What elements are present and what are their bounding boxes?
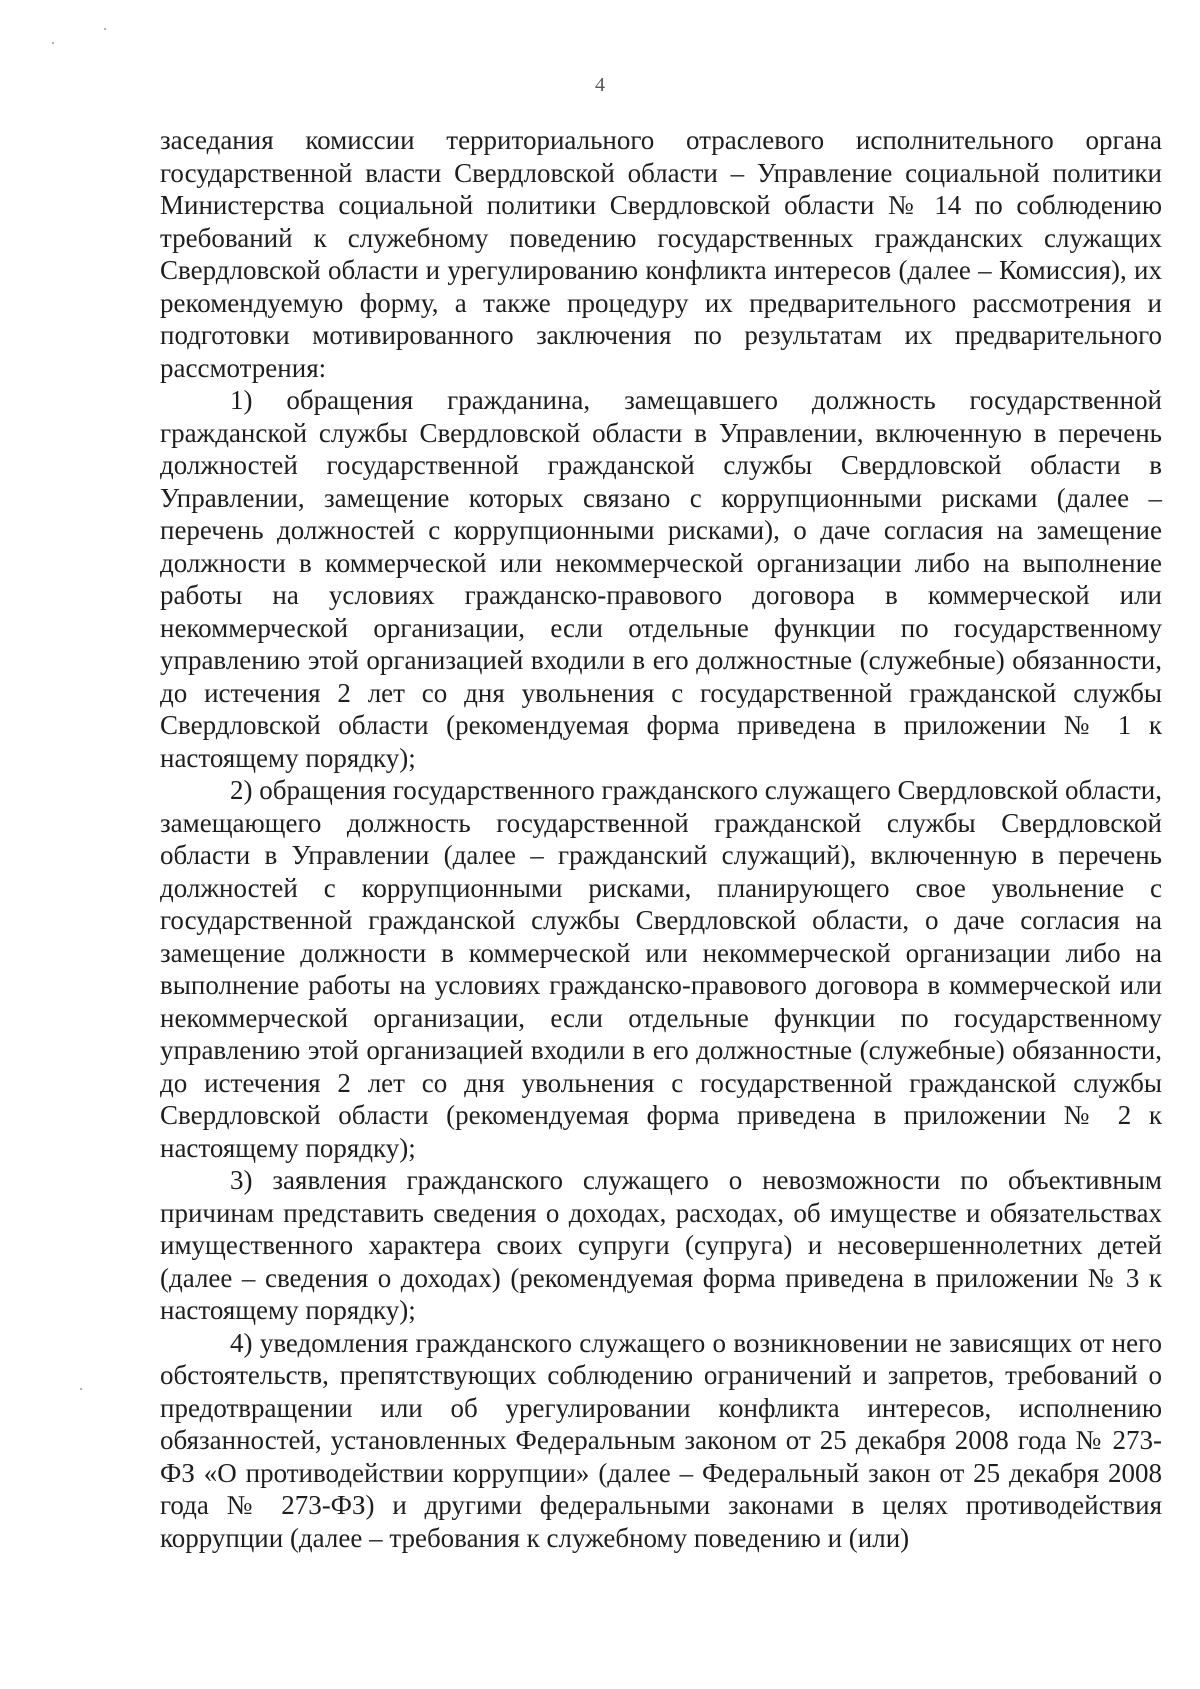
page-number: 4 <box>595 74 605 96</box>
scan-speck <box>104 28 106 30</box>
paragraph-item-3: 3) заявления гражданского служащего о невозможности по объективным причинам представить сведения о доходах, расходах, об имуществе и обязательствах имущественного характера своих супруги (супруга) и несовершеннолетних детей (далее – сведения о доходах) (рекомендуемая форма приведена в приложении № 3 к настоящему порядку); <box>160 1165 1162 1325</box>
paragraph-item-2: 2) обращения государственного гражданского служащего Свердловской области, замещающего должность государственной гражданской службы Свердловской области в Управлении (далее – гражданский служащий), включенную в перечень должностей с коррупционными рисками, планирующего свое увольнение с государственной гражданской службы Свердловской области, о даче согласия на замещение должности в коммерческой или некоммерческой организации либо на выполнение работы на условиях гражданско-правового договора в коммерческой или некоммерческой организации, если отдельные функции по государственному управлению этой организацией входили в его должностные (служебные) обязанности, до истечения 2 лет со дня увольнения с государственной гражданской службы Свердловской области (рекомендуемая форма приведена в приложении № 2 к настоящему порядку); <box>160 775 1162 1163</box>
paragraph-intro: заседания комиссии территориального отраслевого исполнительного органа государственной власти Свердловской области – Управление социальной политики Министерства социальной политики Свердловской области № 14 по соблюдению требований к служебному поведению государственных гражданских служащих Свердловской области и урегулированию конфликта интересов (далее – Комиссия), их рекомендуемую форму, а также процедуру их предварительного рассмотрения и подготовки мотивированного заключения по результатам их предварительного рассмотрения: <box>160 125 1162 383</box>
scan-speck <box>80 1388 82 1390</box>
paragraph-item-1: 1) обращения гражданина, замещавшего должность государственной гражданской службы Свердловской области в Управлении, включенную в перечень должностей государственной гражданской службы Свердловской области в Управлении, замещение которых связано с коррупционными рисками (далее – перечень должностей с коррупционными рисками), о даче согласия на замещение должности в коммерческой или некоммерческой организации либо на выполнение работы на условиях гражданско-правового договора в коммерческой или некоммерческой организации, если отдельные функции по государственному управлению этой организацией входили в его должностные (служебные) обязанности, до истечения 2 лет со дня увольнения с государственной гражданской службы Свердловской области (рекомендуемая форма приведена в приложении № 1 к настоящему порядку); <box>160 385 1162 773</box>
document-body <box>160 124 1162 1554</box>
paragraph-item-4: 4) уведомления гражданского служащего о возникновении не зависящих от него обстоятельств, препятствующих соблюдению ограничений и запретов, требований о предотвращении или об урегулировании конфликта интересов, исполнению обязанностей, установленных Федеральным законом от 25 декабря 2008 года № 273-ФЗ «О противодействии коррупции» (далее – Федеральный закон от 25 декабря 2008 года № 273-ФЗ) и другими федеральными законами в целях противодействия коррупции (далее – требования к служебному поведению и (или) <box>160 1327 1162 1553</box>
scan-speck <box>52 42 54 44</box>
